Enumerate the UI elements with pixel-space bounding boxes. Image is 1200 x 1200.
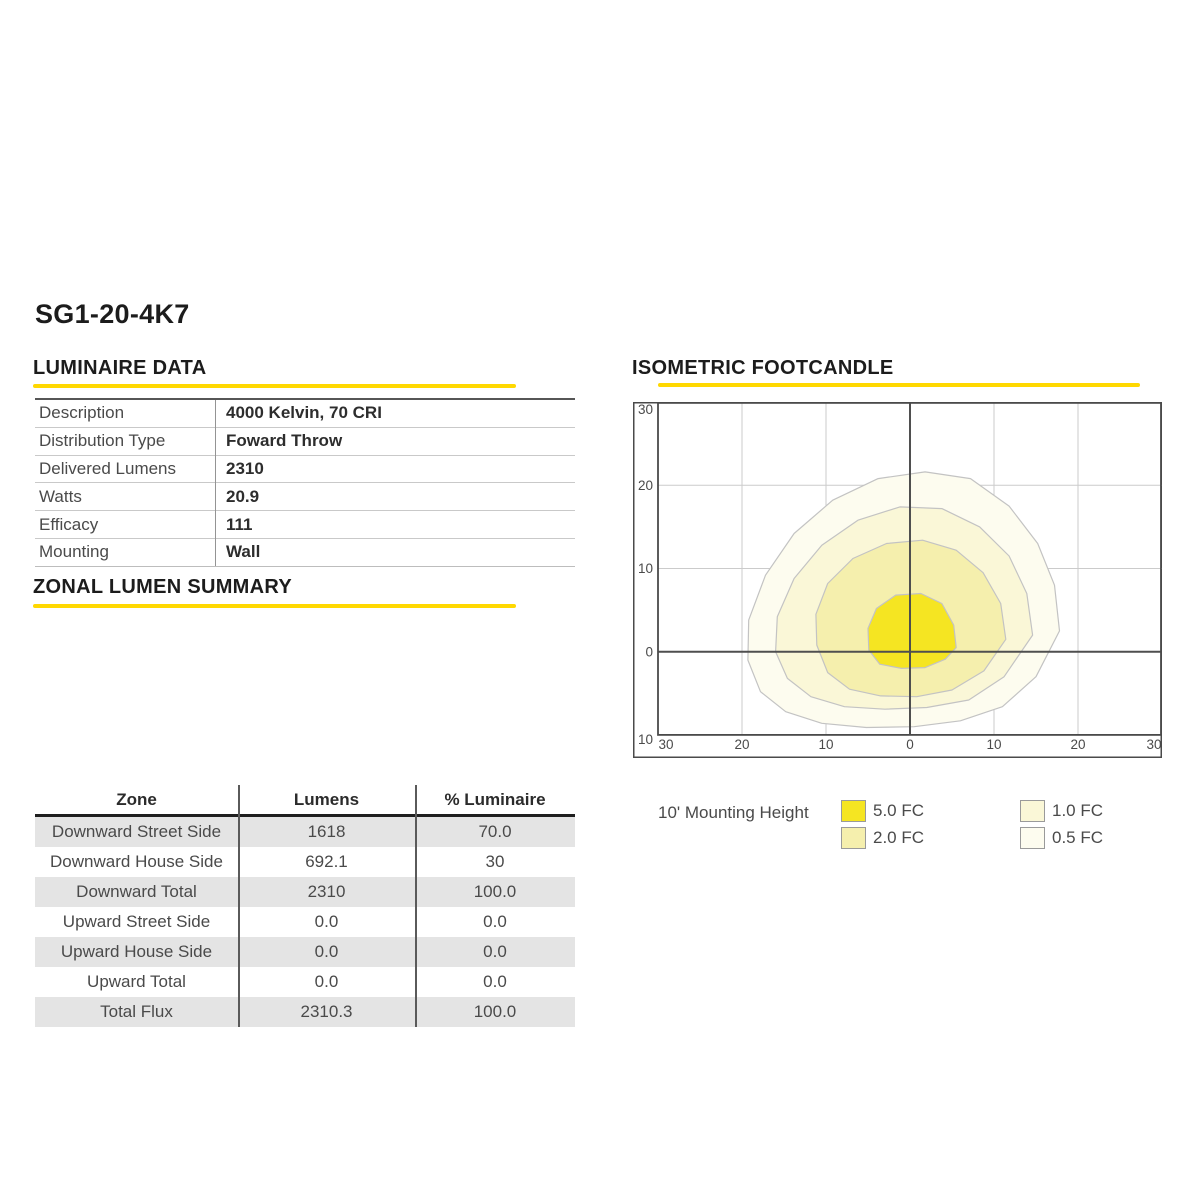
legend-item bbox=[841, 800, 924, 822]
luminaire-row-value: 20.9 bbox=[226, 486, 260, 506]
zonal-table-row bbox=[35, 997, 575, 1027]
zonal-cell: 0.0 bbox=[314, 911, 339, 931]
zonal-cell: 0.0 bbox=[483, 941, 507, 961]
zonal-cell: Upward Total bbox=[87, 971, 186, 991]
zonal-cell: Upward House Side bbox=[60, 941, 213, 961]
zonal-table-row bbox=[35, 907, 575, 937]
legend-swatch bbox=[1020, 827, 1045, 849]
zonal-column-divider bbox=[415, 785, 417, 1027]
footcandle-legend bbox=[633, 795, 1162, 855]
legend-item-label: 5.0 FC bbox=[873, 801, 925, 820]
zonal-header-cell: Lumens bbox=[293, 789, 360, 809]
zonal-lumen-table bbox=[35, 785, 575, 1027]
zonal-cell: 100.0 bbox=[473, 881, 517, 901]
y-tick-label: 20 bbox=[637, 477, 653, 493]
zonal-table-row bbox=[35, 877, 575, 907]
zonal-cell: 0.0 bbox=[483, 911, 507, 931]
x-tick-label: 20 bbox=[734, 737, 750, 752]
luminaire-row-value: 2310 bbox=[226, 458, 264, 478]
luminaire-table-row bbox=[35, 510, 575, 538]
x-tick-label: 0 bbox=[906, 737, 914, 752]
isometric-footcandle-chart bbox=[633, 402, 1162, 758]
luminaire-table-row bbox=[35, 455, 575, 483]
zonal-cell: 0.0 bbox=[314, 941, 339, 961]
legend-swatch bbox=[841, 827, 866, 849]
legend-item bbox=[841, 827, 924, 849]
x-tick-label: 10 bbox=[818, 737, 834, 752]
x-tick-label: 20 bbox=[1070, 737, 1086, 752]
legend-swatch bbox=[841, 800, 866, 822]
y-tick-label: 10 bbox=[637, 732, 653, 747]
luminaire-table-divider bbox=[215, 400, 216, 566]
contour-5fc bbox=[868, 594, 956, 669]
luminaire-row-label: Delivered Lumens bbox=[39, 458, 177, 478]
zonal-cell: 1618 bbox=[307, 821, 346, 841]
x-tick-label: 10 bbox=[986, 737, 1002, 752]
zonal-table-row bbox=[35, 937, 575, 967]
x-tick-label: 30 bbox=[1146, 737, 1162, 752]
zonal-cell: Downward Street Side bbox=[51, 821, 222, 841]
zonal-table-row bbox=[35, 967, 575, 997]
luminaire-data-underline bbox=[33, 384, 516, 388]
legend-item bbox=[1020, 800, 1103, 822]
luminaire-row-value: Foward Throw bbox=[226, 431, 343, 451]
zonal-cell: 0.0 bbox=[314, 971, 339, 991]
x-tick-label: 30 bbox=[658, 737, 674, 752]
zonal-table-row bbox=[35, 817, 575, 847]
zonal-cell: 0.0 bbox=[483, 971, 507, 991]
zonal-cell: Downward Total bbox=[76, 881, 197, 901]
zonal-cell: 30 bbox=[485, 851, 505, 871]
zonal-cell: 2310 bbox=[307, 881, 346, 901]
legend-item-label: 1.0 FC bbox=[1052, 801, 1104, 820]
luminaire-table-row bbox=[35, 482, 575, 510]
zonal-header-row bbox=[35, 785, 575, 817]
luminaire-row-label: Distribution Type bbox=[39, 431, 166, 451]
y-tick-label: 0 bbox=[645, 644, 653, 660]
legend-item-label: 2.0 FC bbox=[873, 828, 925, 847]
luminaire-row-value: 111 bbox=[226, 514, 253, 534]
isometric-footcandle-underline bbox=[658, 383, 1140, 387]
zonal-cell: 692.1 bbox=[305, 851, 348, 871]
luminaire-data-heading: LUMINAIRE DATA bbox=[33, 357, 207, 379]
zonal-header-cell: % Luminaire bbox=[444, 789, 546, 809]
zonal-column-divider bbox=[238, 785, 240, 1027]
luminaire-row-label: Efficacy bbox=[39, 514, 99, 534]
zonal-cell: 70.0 bbox=[478, 821, 512, 841]
zonal-cell: Downward House Side bbox=[50, 851, 223, 871]
luminaire-row-value: Wall bbox=[226, 542, 261, 562]
zonal-table-row bbox=[35, 847, 575, 877]
luminaire-table-row bbox=[35, 538, 575, 566]
zonal-lumen-underline bbox=[33, 604, 516, 608]
page-title: SG1-20-4K7 bbox=[35, 299, 190, 329]
luminaire-row-label: Watts bbox=[39, 486, 82, 506]
zonal-header-cell: Zone bbox=[116, 789, 157, 809]
zonal-lumen-heading: ZONAL LUMEN SUMMARY bbox=[33, 576, 293, 598]
zonal-cell: Upward Street Side bbox=[62, 911, 211, 931]
isometric-footcandle-heading: ISOMETRIC FOOTCANDLE bbox=[632, 357, 894, 379]
zonal-cell: 2310.3 bbox=[300, 1001, 353, 1021]
y-tick-label: 30 bbox=[637, 402, 653, 417]
y-tick-label: 10 bbox=[637, 561, 653, 576]
legend-item bbox=[1020, 827, 1103, 849]
legend-swatch bbox=[1020, 800, 1045, 822]
luminaire-table-row bbox=[35, 427, 575, 455]
zonal-cell: 100.0 bbox=[473, 1001, 517, 1021]
mounting-height-label: 10' Mounting Height bbox=[658, 803, 809, 822]
luminaire-table-row bbox=[35, 400, 575, 427]
luminaire-row-label: Mounting bbox=[39, 542, 109, 562]
legend-item-label: 0.5 FC bbox=[1052, 828, 1104, 847]
zonal-cell: Total Flux bbox=[100, 1001, 173, 1021]
luminaire-row-label: Description bbox=[39, 403, 125, 423]
luminaire-table bbox=[35, 398, 575, 567]
luminaire-row-value: 4000 Kelvin, 70 CRI bbox=[226, 403, 382, 423]
